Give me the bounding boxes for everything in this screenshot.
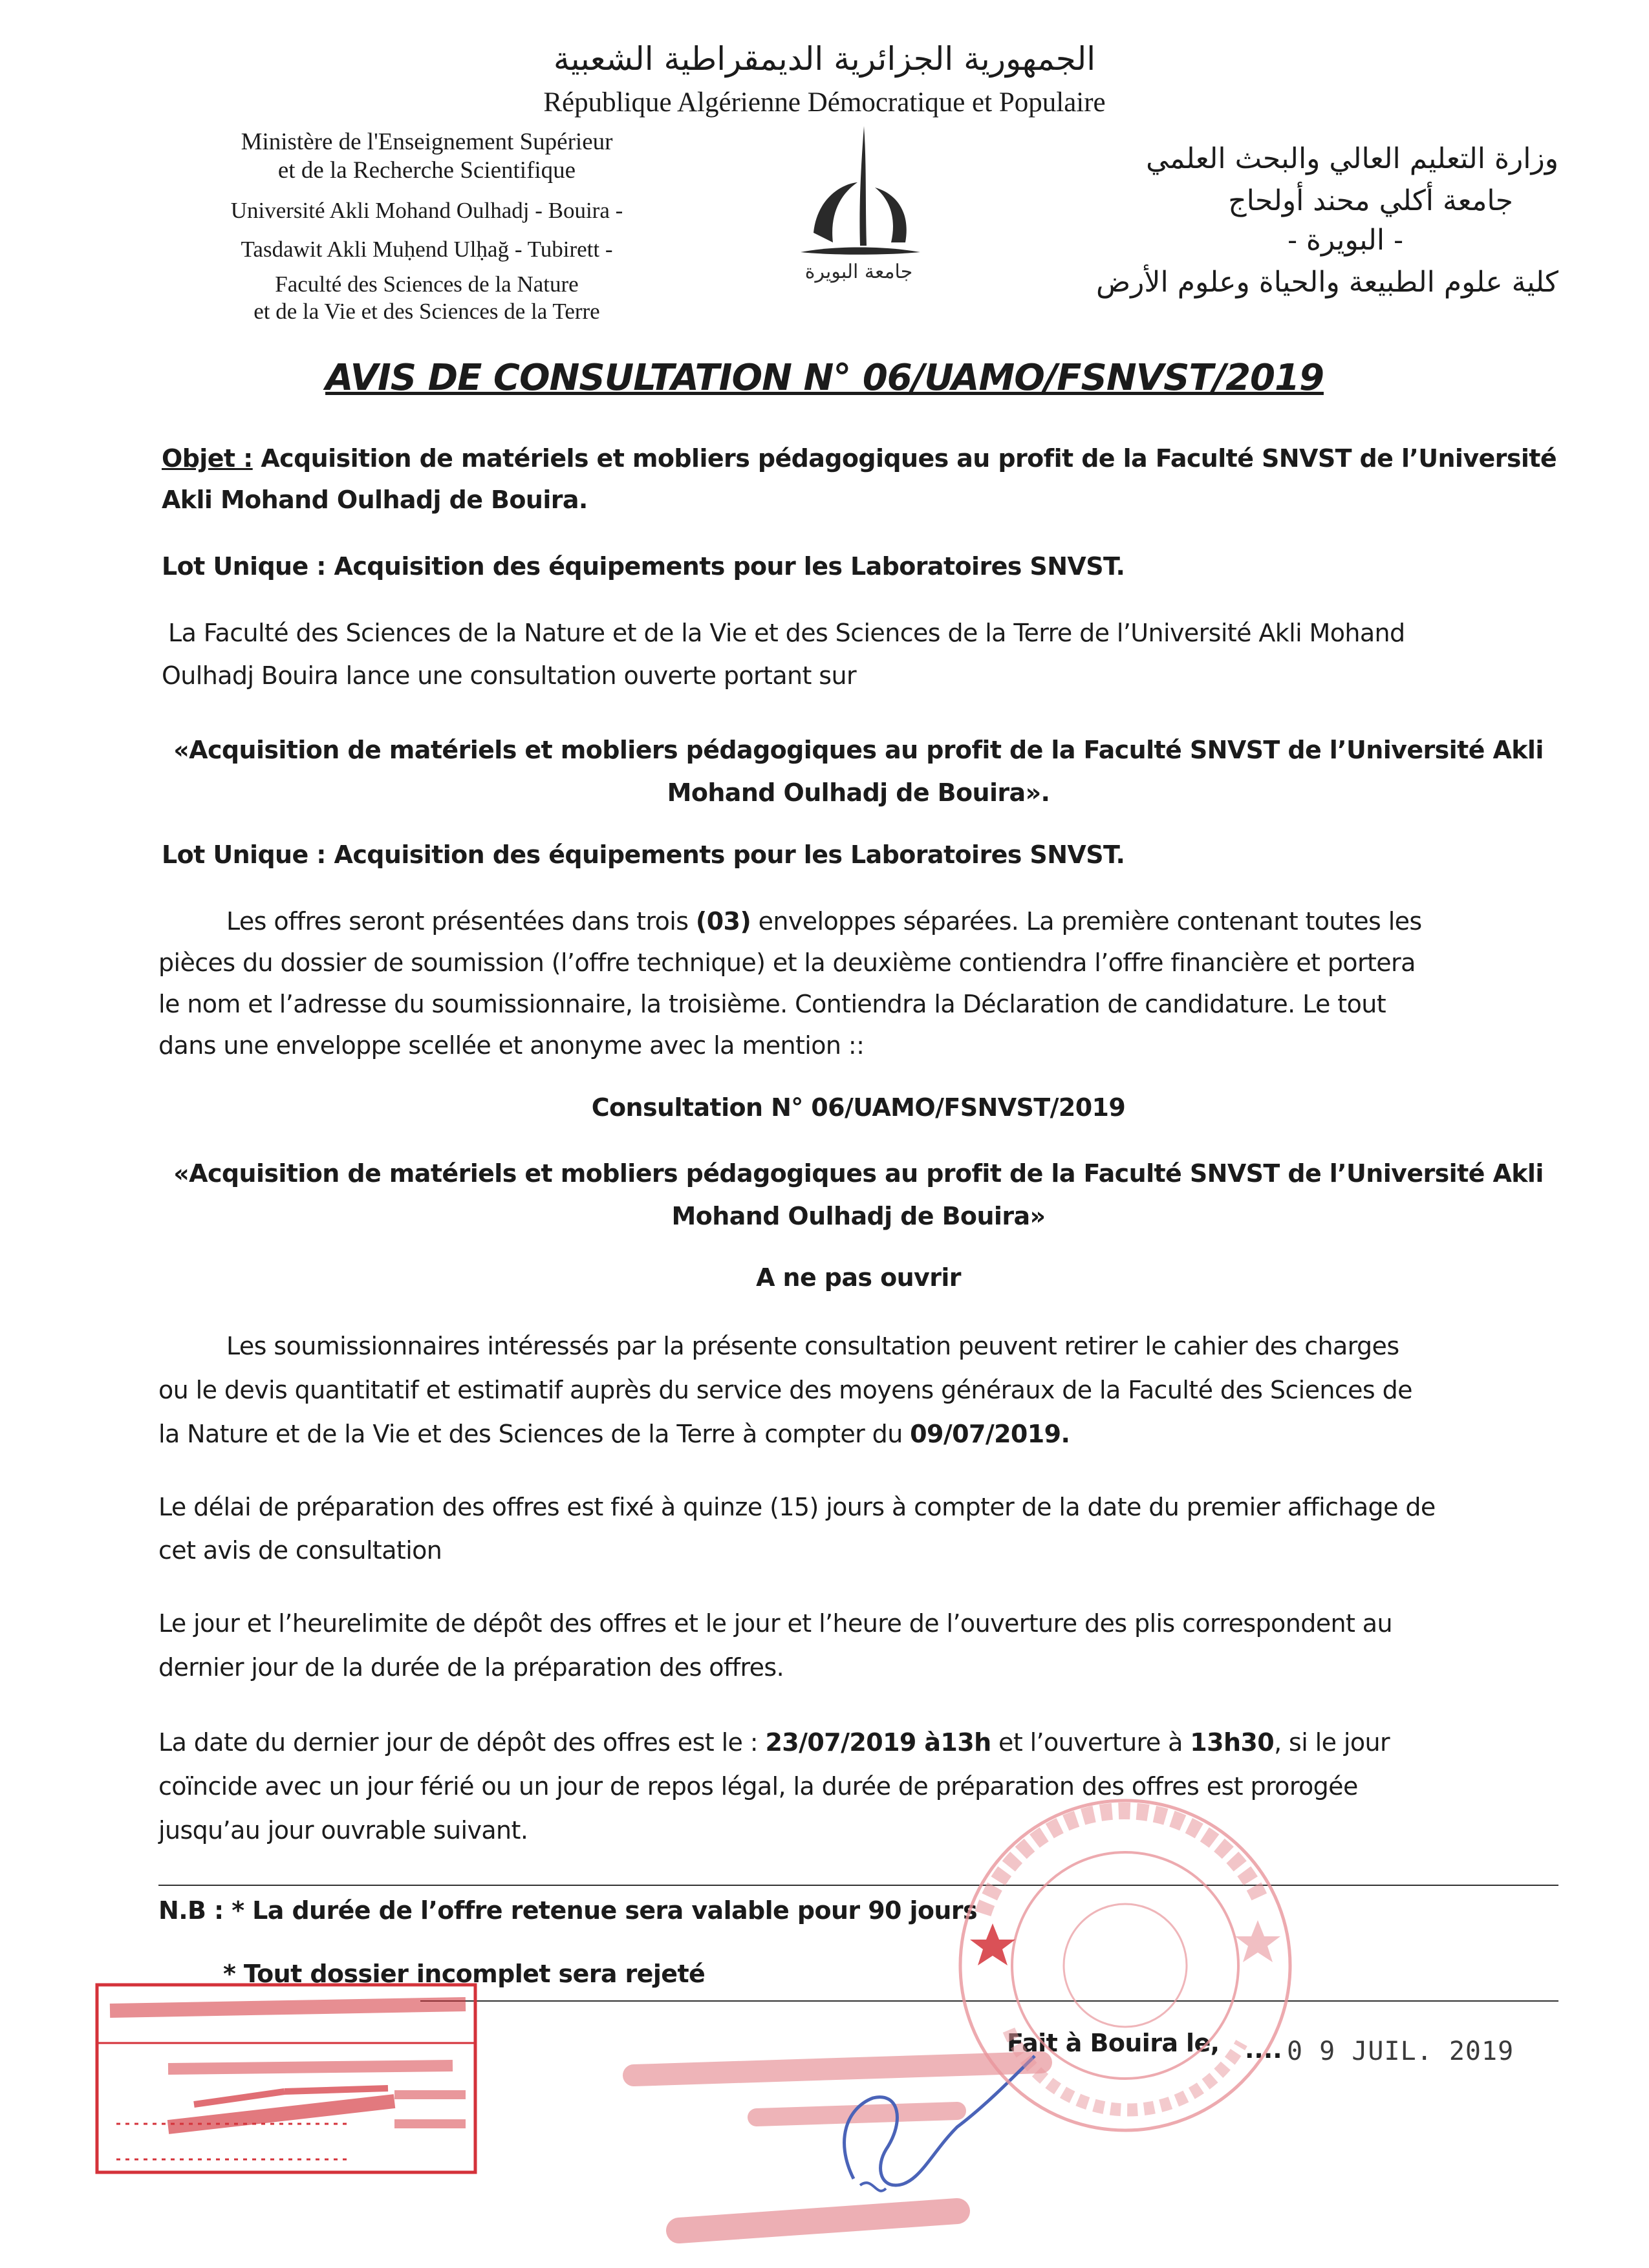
fait-dots: .... [1245, 2035, 1282, 2064]
header-ministry-arabic: وزارة التعليم العالي والبحث العلمي [1146, 142, 1558, 175]
header-university-name: Université Akli Mohand Oulhadj - Bouira - [230, 197, 623, 223]
date-depot-a: La date du dernier jour de dépôt des offres est le : [158, 1728, 766, 1757]
quote2-line1: «Acquisition de matériels et mobliers pédagogiques au profit de la Faculté SNVST de l’Université Akli [173, 1159, 1544, 1188]
objet-label: Objet : [162, 444, 253, 473]
consultation-reference: Consultation N° 06/UAMO/FSNVST/2019 [591, 1093, 1126, 1122]
fait-label: Fait à Bouira le, [1007, 2029, 1220, 2057]
fait-date-stamp: 0 9 JUIL. 2019 [1287, 2037, 1514, 2066]
offres-line4: dans une enveloppe scellée et anonyme avec la mention :: [158, 1031, 865, 1060]
document-title: AVIS DE CONSULTATION N° 06/UAMO/FSNVST/2019 [325, 357, 1324, 399]
nb-line1: N.B : * La durée de l’offre retenue sera valable pour 90 jours [158, 1896, 978, 1925]
date-depot-line2: coïncide avec un jour férié ou un jour de repos légal, la durée de préparation des offres est prorogée [158, 1772, 1358, 1801]
intro-line2: Oulhadj Bouira lance une consultation ouverte portant sur [162, 661, 856, 690]
offres-line1 [226, 900, 1422, 943]
date-depot-date: 23/07/2019 à13h [765, 1728, 991, 1757]
logo-caption: جامعة البويرة [804, 261, 913, 283]
delai-line2: cet avis de consultation [158, 1536, 442, 1565]
nb-top-rule [158, 1885, 1558, 1886]
date-depot-line3: jusqu’au jour ouvrable suivant. [158, 1816, 528, 1845]
offres-line1-c: enveloppes séparées. La première contenant toutes les [751, 907, 1422, 936]
quote1-line2: Mohand Oulhadj de Bouira». [667, 778, 1050, 807]
soumissionnaires-line2: ou le devis quantitatif et estimatif auprès du service des moyens généraux de la Faculté des Sciences de [158, 1376, 1412, 1404]
registry-stamp [91, 1965, 491, 2185]
date-depot-e: , si le jour [1274, 1728, 1390, 1757]
date-depot-c: et l’ouverture à [991, 1728, 1191, 1757]
quote1-line1: «Acquisition de matériels et mobliers pédagogiques au profit de la Faculté SNVST de l’Université Akli [173, 736, 1544, 764]
jour-heure-line2: dernier jour de la durée de la préparation des offres. [158, 1653, 784, 1682]
header-arabic-republic: الجمهورية الجزائرية الديمقراطية الشعبية [553, 40, 1096, 78]
header-faculty-line1: Faculté des Sciences de la Nature [275, 271, 579, 297]
university-logo [794, 123, 923, 284]
intro-line1: La Faculté des Sciences de la Nature et de la Vie et des Sciences de la Terre de l’Université Akli Mohand [168, 619, 1405, 647]
header-right-block [931, 142, 1558, 299]
ouverture-time: 13h30 [1190, 1728, 1275, 1757]
date-depot-line1 [158, 1721, 1390, 1764]
quote2-line2: Mohand Oulhadj de Bouira» [671, 1202, 1046, 1230]
header-ministry-line1: Ministère de l'Enseignement Supérieur [241, 129, 613, 155]
soumissionnaires-line3-a: la Nature et de la Vie et des Sciences de la Terre à compter du [158, 1420, 911, 1448]
lot-unique-2: Lot Unique : Acquisition des équipements pour les Laboratoires SNVST. [162, 840, 1125, 869]
header-left-block [155, 128, 698, 325]
header-city-arabic: - البويرة - [1288, 224, 1403, 257]
soumissionnaires-line1: Les soumissionnaires intéressés par la présente consultation peuvent retirer le cahier des charges [226, 1332, 1399, 1360]
soumissionnaires-line3 [158, 1413, 1070, 1455]
nb-line2: * Tout dossier incomplet sera rejeté [223, 1960, 706, 1988]
objet-line1 [162, 437, 1557, 480]
header-faculty-arabic: كلية علوم الطبيعة والحياة وعلوم الأرض [1095, 266, 1558, 299]
offres-line2: pièces du dossier de soumission (l’offre technique) et la deuxième contiendra l’offre financière et portera [158, 948, 1416, 977]
header-university-kabyle: Tasdawit Akli Muḥend Ulḥağ - Tubirett - [241, 236, 613, 262]
official-round-seal [938, 1778, 1300, 2140]
offres-line3: le nom et l’adresse du soumissionnaire, la troisième. Contiendra la Déclaration de candidature. Le tout [158, 990, 1386, 1018]
retrait-date: 09/07/2019. [910, 1420, 1070, 1448]
delai-line1: Le délai de préparation des offres est fixé à quinze (15) jours à compter de la date du premier affichage de [158, 1493, 1436, 1521]
offres-line1-count: (03) [695, 907, 751, 936]
offres-line1-a: Les offres seront présentées dans trois [226, 907, 696, 936]
header-university-arabic: جامعة أكلي محند أولحاج [1228, 184, 1513, 217]
header-faculty-line2: et de la Vie et des Sciences de la Terre [253, 298, 600, 324]
objet-text: Acquisition de matériels et mobliers pédagogiques au profit de la Faculté SNVST de l’Université [252, 444, 1557, 473]
lot-unique-1: Lot Unique : Acquisition des équipements pour les Laboratoires SNVST. [162, 552, 1125, 581]
jour-heure-line1: Le jour et l’heurelimite de dépôt des offres et le jour et l’heure de l’ouverture des plis correspondent au [158, 1609, 1392, 1638]
header-french-republic: République Algérienne Démocratique et Populaire [543, 87, 1106, 118]
header-ministry-line2: et de la Recherche Scientifique [277, 157, 576, 184]
objet-line2: Akli Mohand Oulhadj de Bouira. [162, 486, 588, 514]
ne-pas-ouvrir: A ne pas ouvrir [756, 1263, 961, 1292]
